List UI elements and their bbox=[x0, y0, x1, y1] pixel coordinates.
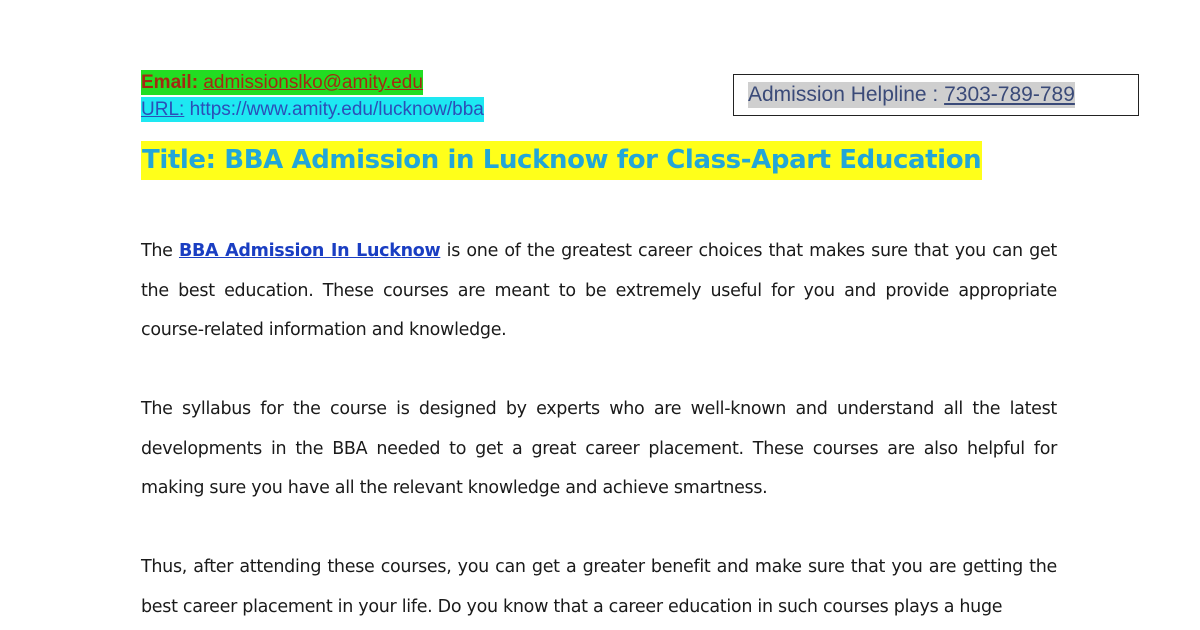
page-title: Title: BBA Admission in Lucknow for Class-Apart Education bbox=[141, 141, 982, 180]
bba-admission-link[interactable]: BBA Admission In Lucknow bbox=[178, 241, 441, 261]
url-highlight bbox=[141, 97, 484, 122]
helpline-label: Admission Helpline : bbox=[748, 83, 945, 106]
url-row bbox=[141, 96, 484, 123]
helpline-box bbox=[733, 74, 1139, 116]
paragraph-1 bbox=[141, 232, 1057, 351]
paragraph-3: Thus, after attending these courses, you can get a greater benefit and make sure that you are getting the best career placement in your life. Do you know that a career education in such courses plays a huge bbox=[141, 557, 1057, 617]
email-row bbox=[141, 69, 484, 96]
email-label: Email: bbox=[141, 72, 199, 93]
email-link[interactable]: admissionslko@amity.edu bbox=[203, 72, 423, 93]
paragraph-1-rest: is one of the greatest career choices that makes sure that you can get the best education. These courses are meant to be extremely useful for you and provide appropriate course-related information and knowledge. bbox=[141, 241, 1057, 340]
contact-block bbox=[141, 69, 484, 123]
paragraph-2: The syllabus for the course is designed by experts who are well-known and understand all the latest developments in the BBA needed to get a great career placement. These courses are also helpful for making sure you have all the relevant knowledge and achieve smartness. bbox=[141, 399, 1057, 498]
helpline-number-link[interactable]: 7303-789-789 bbox=[944, 83, 1075, 106]
url-label: URL: bbox=[141, 99, 185, 120]
paragraph-1-intro: The bbox=[141, 241, 179, 261]
helpline-text bbox=[748, 82, 1075, 108]
url-link[interactable]: https://www.amity.edu/lucknow/bba bbox=[184, 99, 484, 120]
email-highlight bbox=[141, 70, 423, 95]
